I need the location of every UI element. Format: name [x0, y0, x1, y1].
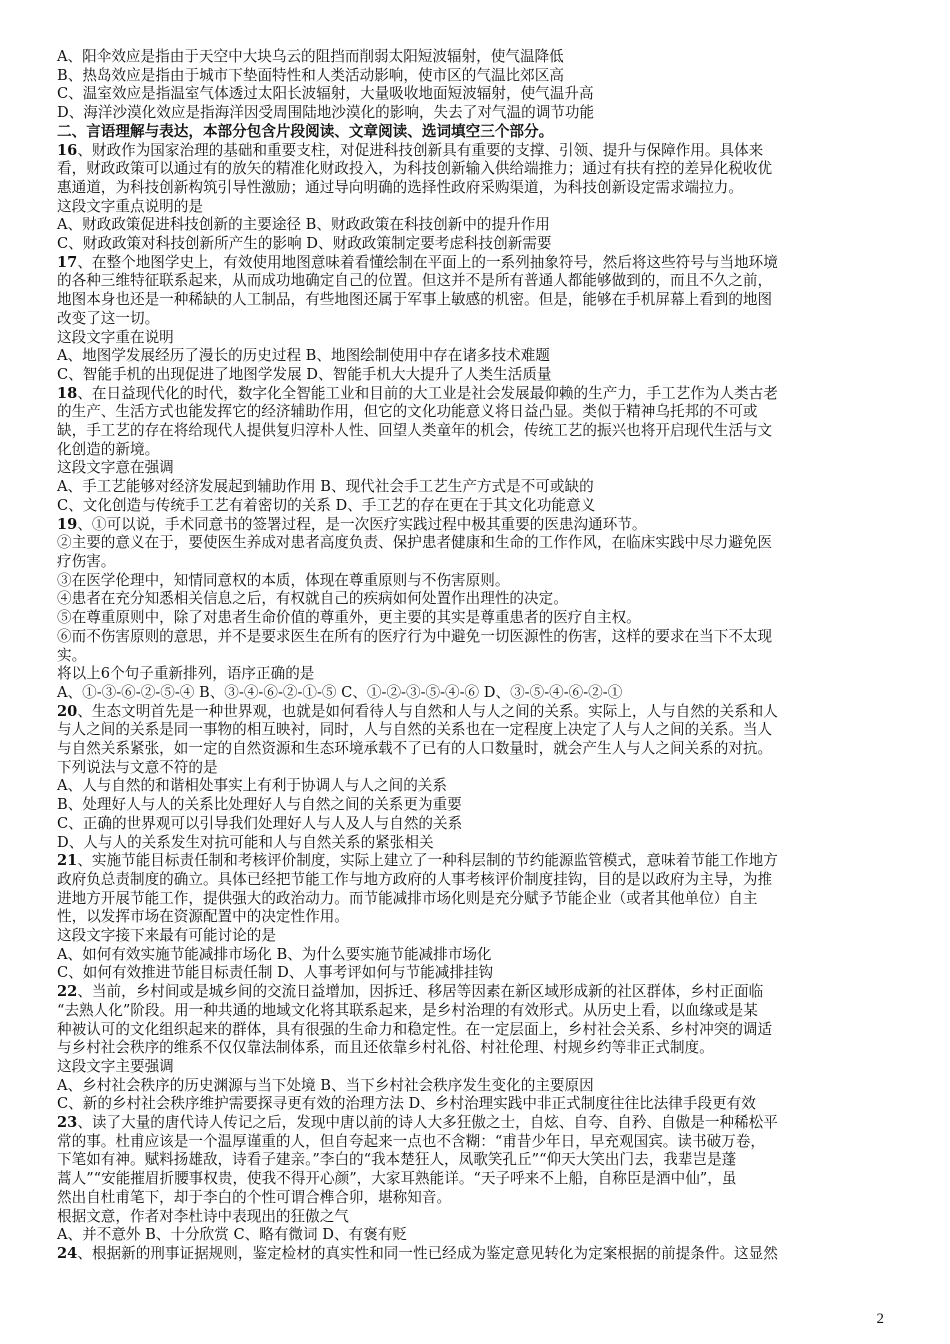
text-line [57, 871, 887, 890]
text-line [57, 572, 887, 591]
text-line [57, 1208, 887, 1227]
line-text: C、文化创造与传统手工艺有着密切的关系 D、手工艺的存在更在于其文化功能意义 [57, 496, 596, 514]
line-text: C、正确的世界观可以引导我们处理好人与人及人与自然的关系 [57, 814, 463, 832]
text-line [57, 1226, 887, 1245]
text-line [57, 123, 887, 142]
question-19-start [57, 516, 887, 535]
text-line [57, 628, 887, 647]
question-21-start [57, 852, 887, 871]
text-line [57, 329, 887, 348]
text-line [57, 759, 887, 778]
question-number: 16 [57, 141, 78, 159]
text-line [57, 908, 887, 927]
line-text: 这段文字重点说明的是 [57, 197, 203, 215]
text-line [57, 497, 887, 516]
line-text: 、①可以说，手术同意书的签署过程，是一次医疗实践过程中极其重要的医患沟通环节。 [77, 515, 647, 533]
text-line [57, 815, 887, 834]
text-line [57, 366, 887, 385]
line-text: B、热岛效应是指由于城市下垫面特性和人类活动影响，使市区的气温比郊区高 [57, 66, 564, 84]
text-line [57, 1058, 887, 1077]
text-line [57, 721, 887, 740]
line-text: 与自然关系紧张，如一定的自然资源和生态环境承载不了已有的人口数量时，就会产生人与人之间关系的对抗。 [57, 740, 773, 758]
question-number: 23 [57, 1114, 78, 1132]
line-text: A、如何有效实施节能减排市场化 B、为什么要实施节能减排市场化 [57, 945, 492, 963]
line-text: 缺，手工艺的存在将给现代人提供复归淳朴人性、回望人类童年的机会，传统工艺的振兴也将开启现代生活与文 [57, 422, 773, 440]
line-text: 下列说法与文意不符的是 [57, 758, 218, 776]
text-line [57, 310, 887, 329]
line-text: 实。 [57, 646, 87, 664]
text-line [57, 665, 887, 684]
line-text: 、在整个地图学史上，有效使用地图意味着看懂绘制在平面上的一系列抽象符号，然后将这些符号与当地环境 [77, 253, 778, 271]
line-text: A、财政政策促进科技创新的主要途径 B、财政政策在科技创新中的提升作用 [57, 216, 550, 234]
document-body [57, 48, 887, 1264]
text-line [57, 684, 887, 703]
text-line [57, 1077, 887, 1096]
line-text: 、财政作为国家治理的基础和重要支柱，对促进科技创新具有重要的支撑、引领、提升与保障作用。具体来 [77, 141, 764, 159]
line-text: A、并不意外 B、十分欣赏 C、略有微词 D、有褒有贬 [57, 1226, 407, 1244]
line-text: 蒿人”“安能摧眉折腰事权贵，使我不得开心颜”，大家耳熟能详。“天子呼来不上船，自称臣是酒中仙”，虽 [57, 1170, 737, 1188]
line-text: “去熟人化”阶段。用一种共通的地域文化将其联系起来，是乡村治理的有效形式。从历史上看，以血缘或是某 [57, 1001, 758, 1019]
line-text: 、读了大量的唐代诗人传记之后，发现中唐以前的诗人大多狂傲之士，自炫、自夸、自矜、自傲是一种稀松平 [77, 1114, 778, 1132]
text-line [57, 1095, 887, 1114]
line-text: ④患者在充分知悉相关信息之后，有权就自己的疾病如何处置作出理性的决定。 [57, 590, 568, 608]
question-24-start [57, 1245, 887, 1264]
line-text: A、①-③-⑥-②-⑤-④ B、③-④-⑥-②-①-⑤ C、①-②-③-⑤-④-⑥ D、③-⑤-④-⑥-②-① [57, 683, 623, 701]
line-text: 、在日益现代化的时代，数字化全智能工业和目前的大工业是社会发展最仰赖的生产力，手工艺作为人类古老 [77, 384, 778, 402]
line-text: 、实施节能目标责任制和考核评价制度，实际上建立了一种科层制的节约能源监管模式，意味着节能工作地方 [77, 852, 778, 870]
question-number: 18 [57, 384, 78, 402]
text-line [57, 740, 887, 759]
line-text: A、人与自然的和谐相处事实上有利于协调人与人之间的关系 [57, 777, 447, 795]
question-number: 17 [57, 253, 78, 271]
question-number: 22 [57, 983, 78, 1001]
line-text: A、乡村社会秩序的历史渊源与当下处境 B、当下乡村社会秩序发生变化的主要原因 [57, 1076, 594, 1094]
line-text: D、人与人的关系发生对抗可能和人与自然关系的紧张相关 [57, 833, 434, 851]
line-text: 性，以发挥市场在资源配置中的决定性作用。 [57, 908, 349, 926]
text-line [57, 422, 887, 441]
line-text: 惠通道，为科技创新构筑引导性激励；通过导向明确的选择性政府采购渠道，为科技创新设定需求端拉力。 [57, 178, 743, 196]
line-text: 这段文字接下来最有可能讨论的是 [57, 927, 276, 945]
text-line [57, 441, 887, 460]
text-line [57, 478, 887, 497]
text-line [57, 104, 887, 123]
line-text: ⑤在尊重原则中，除了对患者生命价值的尊重外，更主要的其实是尊重患者的医疗自主权。 [57, 609, 641, 627]
text-line [57, 1021, 887, 1040]
text-line [57, 1170, 887, 1189]
text-line [57, 777, 887, 796]
line-text: 这段文字重在说明 [57, 328, 174, 346]
line-text: A、地图学发展经历了漫长的历史过程 B、地图绘制使用中存在诸多技术难题 [57, 347, 550, 365]
text-line [57, 67, 887, 86]
text-line [57, 403, 887, 422]
question-number: 24 [57, 1245, 78, 1262]
line-text: 政府负总责制度的确立。具体已经把节能工作与地方政府的人事考核评价制度挂钩，目的是以政府为主导，为推 [57, 870, 773, 888]
text-line [57, 647, 887, 666]
text-line [57, 1039, 887, 1058]
line-text: 这段文字主要强调 [57, 1057, 174, 1075]
line-text: C、温室效应是指温室气体透过太阳长波辐射，大量吸收地面短波辐射，使气温升高 [57, 85, 594, 103]
line-text: 疗伤害。 [57, 552, 116, 570]
line-text: ③在医学伦理中，知情同意权的本质，体现在尊重原则与不伤害原则。 [57, 571, 510, 589]
line-text: D、海洋沙漠化效应是指海洋因受周围陆地沙漠化的影响，失去了对气温的调节功能 [57, 104, 595, 122]
line-text: ⑥而不伤害原则的意思，并不是要求医生在所有的医疗行为中避免一切医源性的伤害，这样的要求在当下不太现 [57, 627, 773, 645]
line-text: 、生态文明首先是一种世界观，也就是如何看待人与自然和人与人之间的关系。实际上，人与自然的关系和人 [77, 702, 778, 720]
line-text: 的各种三维特征联系起来，从而成功地确定自己的位置。但这并不是所有普通人都能够做到的，而且不久之前， [57, 272, 773, 290]
text-line [57, 946, 887, 965]
text-line [57, 890, 887, 909]
line-text: 与人之间的关系是同一事物的相互映衬，同时，人与自然的关系也在一定程度上决定了人与人之间的关系。当人 [57, 721, 773, 739]
line-text: 与乡村社会秩序的维系不仅仅靠法制体系，而且还依靠乡村礼俗、村社伦理、村规乡约等非正式制度。 [57, 1039, 714, 1057]
text-line [57, 927, 887, 946]
question-number: 19 [57, 515, 78, 533]
text-line [57, 1189, 887, 1208]
question-23-start [57, 1114, 887, 1133]
text-line [57, 198, 887, 217]
text-line [57, 534, 887, 553]
line-text: 根据文意，作者对李杜诗中表现出的狂傲之气 [57, 1207, 349, 1225]
line-text: 地图本身也还是一种稀缺的人工制品，有些地图还属于军事上敏感的机密。但是，能够在手机屏幕上看到的地图 [57, 291, 773, 309]
text-line [57, 216, 887, 235]
text-line [57, 272, 887, 291]
line-text: 下笔如有神。赋料扬雄敌，诗看子建亲。”李白的“我本楚狂人，凤歌笑孔丘”“仰天大笑出门去，我辈岂是蓬 [57, 1151, 737, 1169]
text-line [57, 609, 887, 628]
text-line [57, 160, 887, 179]
page-number: 2 [876, 1311, 884, 1327]
question-20-start [57, 703, 887, 722]
line-text: 常的事。杜甫应该是一个温厚谨重的人，但自夸起来一点也不含糊：“甫昔少年日，早充观国宾。读书破万卷， [57, 1132, 765, 1150]
line-text: 的生产、生活方式也能发挥它的经济辅助作用，但它的文化功能意义将日益凸显。类似于精神乌托邦的不可或 [57, 403, 758, 421]
line-text: 将以上6个句子重新排列，语序正确的是 [57, 665, 315, 683]
question-16-start [57, 142, 887, 161]
line-text: ②主要的意义在于，要使医生养成对患者高度负责、保护患者健康和生命的工作作风，在临床实践中尽力避免医 [57, 534, 773, 552]
text-line [57, 48, 887, 67]
text-line [57, 291, 887, 310]
text-line [57, 347, 887, 366]
line-text: 化创造的新境。 [57, 440, 160, 458]
line-text: A、手工艺能够对经济发展起到辅助作用 B、现代社会手工艺生产方式是不可或缺的 [57, 478, 594, 496]
text-line [57, 1133, 887, 1152]
text-line [57, 796, 887, 815]
line-text: 改变了这一切。 [57, 309, 160, 327]
line-text: 二、言语理解与表达，本部分包含片段阅读、文章阅读、选词填空三个部分。 [57, 122, 554, 140]
question-17-start [57, 254, 887, 273]
line-text: 然出自杜甫笔下，却于李白的个性可谓合榫合卯，堪称知音。 [57, 1188, 452, 1206]
line-text: 这段文字意在强调 [57, 459, 174, 477]
line-text: C、财政政策对科技创新所产生的影响 D、财政政策制定要考虑科技创新需要 [57, 235, 552, 253]
text-line [57, 1151, 887, 1170]
text-line [57, 1002, 887, 1021]
question-18-start [57, 385, 887, 404]
text-line [57, 235, 887, 254]
line-text: C、如何有效推进节能目标责任制 D、人事考评如何与节能减排挂钩 [57, 964, 494, 982]
text-line [57, 179, 887, 198]
text-line [57, 834, 887, 853]
text-line [57, 459, 887, 478]
text-line [57, 590, 887, 609]
line-text: 种被认可的文化组织起来的群体，具有很强的生命力和稳定性。在一定层面上，乡村社会关系、乡村冲突的调适 [57, 1020, 773, 1038]
question-number: 21 [57, 852, 78, 870]
line-text: B、处理好人与人的关系比处理好人与自然之间的关系更为重要 [57, 796, 462, 814]
text-line [57, 85, 887, 104]
text-line [57, 553, 887, 572]
line-text: A、阳伞效应是指由于天空中大块乌云的阻挡而削弱太阳短波辐射，使气温降低 [57, 48, 564, 65]
text-line [57, 964, 887, 983]
line-text: 进地方开展节能工作，提供强大的政治动力。而节能减排市场化则是充分赋予节能企业（或者其他单位）自主 [57, 889, 758, 907]
line-text: C、智能手机的出现促进了地图学发展 D、智能手机大大提升了人类生活质量 [57, 365, 552, 383]
line-text: 、根据新的刑事证据规则，鉴定检材的真实性和同一性已经成为鉴定意见转化为定案根据的前提条件。这显然 [77, 1245, 778, 1262]
question-22-start [57, 983, 887, 1002]
question-number: 20 [57, 702, 78, 720]
line-text: 看，财政政策可以通过有的放矢的精准化财政投入，为科技创新输入供给端推力；通过有扶有控的差异化税收优 [57, 160, 773, 178]
line-text: 、当前，乡村间或是城乡间的交流日益增加，因拆迁、移居等因素在新区域形成新的社区群体，乡村正面临 [77, 983, 764, 1001]
line-text: C、新的乡村社会秩序维护需要探寻更有效的治理方法 D、乡村治理实践中非正式制度往往比法律手段更有效 [57, 1095, 756, 1113]
